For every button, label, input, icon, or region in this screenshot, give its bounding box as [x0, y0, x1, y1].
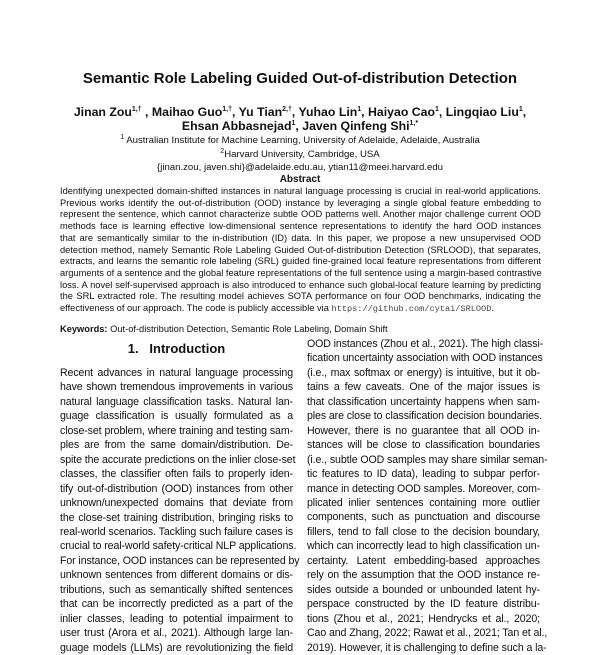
body-text-line: have shown tremendous improvements in various: [60, 381, 293, 394]
abstract-line: extracts, and learns the semantic role labeling (SRL) guided fine-grained local feature representations from different: [60, 256, 541, 267]
body-text-line: tributions, such as semantically shifted sentences: [60, 583, 293, 596]
author-sup: 1: [291, 119, 296, 127]
abstract-line: methods face is learning effective low-dimensional sentence representations to identify the hard OOD instances: [60, 221, 541, 232]
body-text-line: crucial to real-world safety-critical NLP applications.: [60, 540, 297, 553]
body-text-line: (i.e., max softmax or energy) is intuitive, but it ob-: [307, 366, 540, 379]
body-text-line: unknown/unexpected domains that deviate from: [60, 497, 293, 510]
author-sup: 1,†: [222, 105, 232, 113]
body-text-line: rely on the assumption that the OOD instance re-: [307, 569, 540, 582]
aff-sup: 1: [120, 133, 125, 141]
abstract-heading: Abstract: [279, 174, 321, 185]
affiliation-text: Australian Institute for Machine Learning, University of Adelaide, Adelaide, Australia: [126, 135, 480, 146]
abstract-line: Previous works identify the out-of-distribution (OOD) instance by leveraging a single global feature embedding to: [60, 197, 541, 208]
abstract-line: represent the sentence, which cannot characterize subtle OOD patterns well. Another major challenge current OOD: [60, 209, 541, 220]
body-text-line: natural language classification tasks. Natural lan-: [60, 395, 293, 408]
body-text-line: components, such as punctuation and discourse: [307, 511, 540, 524]
abstract: [60, 186, 541, 316]
body-text-line: unknown sentences from different domains or dis-: [60, 569, 293, 582]
body-text-line: mance in detecting OOD samples. Moreover, com-: [307, 482, 541, 495]
body-text-line: inlier classes, leading to potential impairment to: [60, 612, 293, 625]
body-text-line: For instance, OOD instances can be represented by: [60, 554, 300, 567]
author-line-2: Ehsan Abbasnejad$^1$, Javen Qinfeng Shi$^{1,*}$: [181, 119, 419, 133]
body-text-line: that classification uncertainty happens when sam-: [307, 395, 540, 408]
body-text-line: OOD instances (Zhou et al., 2021). The high classi-: [307, 338, 544, 350]
abstract-line: the SRL extracted role. The resulting model achieves SOTA performance on four OOD benchmarks, indicating the: [60, 291, 541, 302]
affiliation-2: [0, 148, 600, 162]
body-text-line: fillers, tend to fall close to the decision boundary,: [307, 525, 540, 538]
body-text-line: plicated inlier sentences containing more outlier: [307, 496, 540, 509]
aff-sup: 2: [220, 147, 225, 155]
abstract-line: that are semantically similar to the in-distribution (ID) data. In this paper, we propose a new unsupervised OOD: [60, 232, 541, 243]
author: Maihao Guo: [151, 105, 223, 119]
abstract-line: effectiveness of our approach. The code is publicly accessible via https://github.com/cytai/SRLOOD.: [60, 303, 494, 315]
body-text-line: spite the accurate predictions on the inlier close-set: [60, 453, 296, 466]
body-text-line: fication uncertainty association with OOD instances: [307, 352, 543, 365]
body-text-line: sides outside a bounded or unbounded latent hy-: [307, 583, 540, 596]
left-column: [60, 366, 300, 655]
author-sup: 1: [435, 105, 439, 113]
author: Haiyao Cao: [368, 105, 435, 119]
abstract-line: detection method, namely Semantic Role Labeling Guided Out-of-distribution Detection (SRLOOD), that separates,: [60, 244, 541, 255]
body-text-line: certainty. Latent embedding-based approaches: [307, 554, 540, 567]
keywords-label: Keywords:: [60, 324, 108, 334]
body-text-line: tify out-of-distribution (OOD) instances from other: [60, 482, 293, 495]
abstract-line: Identifying unexpected domain-shifted instances in natural language processing is crucial in real-world applications.: [60, 186, 541, 196]
body-text-line: However, there is no guarantee that all OOD in-: [307, 424, 540, 437]
author-sup: 1,†: [131, 105, 142, 113]
abstract-last-text: effectiveness of our approach. The code is publicly accessible via: [60, 303, 329, 314]
author-line-1: Jinan Zou$^{1,\dagger}$ , Maihao Guo$^{1,\dagger}$, Yu Tian$^{2,\dagger}$, Yuhao Lin$^1$, Haiyao Cao$^1$, Lingqiao Liu$^1$,: [73, 105, 527, 119]
body-text-line: tic features to ID data), leading to subpar perfor-: [307, 468, 540, 481]
body-text-line: the close-set training distribution, bringing risks to: [60, 511, 293, 524]
keywords: [60, 324, 388, 334]
section-heading-introduction: 1. Introduction: [127, 341, 226, 356]
body-text-line: guage models (LLMs) are revolutionizing the field: [60, 641, 293, 654]
author: Yuhao Lin: [298, 105, 358, 119]
author: Yu Tian: [238, 105, 283, 119]
author: Ehsan Abbasnejad: [181, 119, 292, 133]
paper-title: Semantic Role Labeling Guided Out-of-distribution Detection: [82, 70, 518, 87]
body-text-line: perspace constructed by the ID feature distribu-: [307, 598, 540, 611]
body-text-line: tions (Zhou et al., 2021; Hendrycks et al., 2020;: [307, 612, 540, 625]
author-list: [0, 105, 600, 133]
author-sup: 1: [518, 105, 523, 113]
emails: {jinan.zou, javen.shi}@adelaide.edu.au, ytian11@meei.harvard.edu: [157, 162, 443, 173]
right-column: [307, 337, 548, 655]
body-text-line: which can incorrectly lead to high classification un-: [307, 540, 540, 553]
author-sup: 1,*: [409, 119, 419, 127]
body-text-line: that can be incorrectly predicted as a part of the: [60, 598, 293, 611]
body-text-line: tains a few caveats. One of the major issues is: [307, 381, 540, 394]
body-text-line: (i.e., subtle OOD samples may share similar seman-: [307, 453, 548, 466]
body-text-line: guage classification is usually formulated as a: [60, 410, 293, 423]
body-text-line: close-set problem, where training and testing sam-: [60, 424, 293, 437]
author: Jinan Zou: [73, 105, 132, 119]
author-sup: 1: [357, 105, 362, 113]
author: Lingqiao Liu: [445, 105, 519, 119]
author: Javen Qinfeng Shi: [302, 119, 410, 133]
code-link[interactable]: https://github.com/cytai/SRLOOD: [331, 304, 492, 315]
keywords-text: Out-of-distribution Detection, Semantic Role Labeling, Domain Shift: [110, 324, 388, 334]
body-text-line: real-world scenarios. Tackling such failure cases is: [60, 525, 293, 538]
body-text-line: Recent advances in natural language processing: [60, 367, 293, 379]
body-text-line: stances will be close to classification boundaries: [307, 439, 540, 452]
affiliations: [0, 134, 600, 175]
affiliation-text: Harvard University, Cambridge, USA: [224, 148, 380, 160]
body-text-line: Cao and Zhang, 2022; Rawat et al., 2021; Tan et al.,: [307, 627, 548, 640]
abstract-line: loss. A novel self-supervised approach is also introduced to enhance such global-local feature learning by predicting: [60, 279, 541, 290]
body-text-line: ples are close to classification decision boundaries.: [307, 410, 542, 423]
body-text-line: user trust (Arora et al., 2021). Although large lan-: [60, 627, 293, 640]
body-text-line: classes, the classifier often fails to properly iden-: [60, 468, 293, 481]
body-text-line: ples are from the same domain/distribution. De-: [60, 439, 293, 452]
affiliation-1: [0, 134, 600, 148]
body-text-line: 2019). However, it is challenging to define such a la-: [307, 641, 547, 654]
author-sup: 2,†: [282, 105, 292, 113]
abstract-line: arguments of a sentence and the global feature representations of the full sentence using a margin-based contrastive: [60, 267, 542, 278]
